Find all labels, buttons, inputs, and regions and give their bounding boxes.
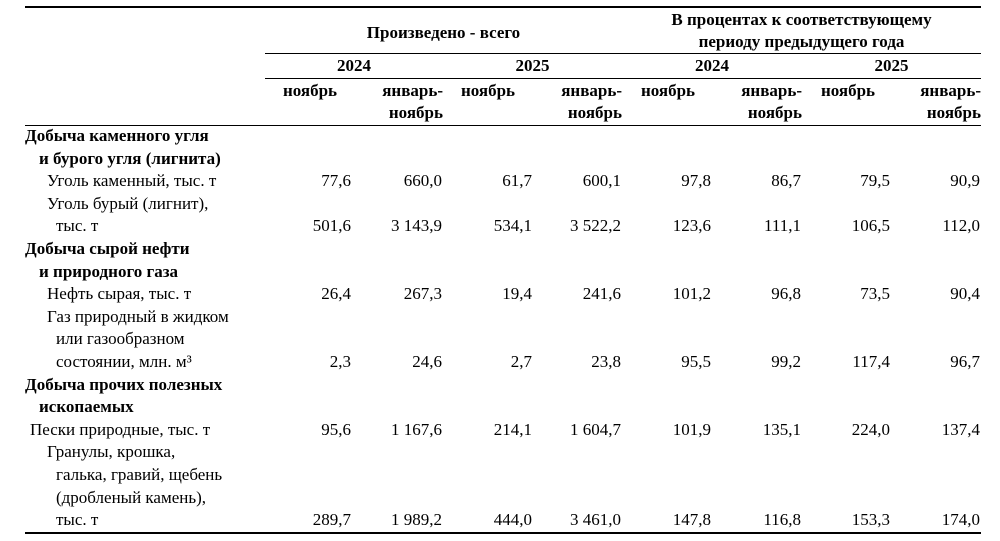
table-cell: 86,7	[771, 171, 801, 191]
table-cell: 214,1	[493, 419, 532, 439]
table-cell: 106,5	[851, 216, 890, 236]
table-cell: 90,4	[950, 284, 980, 304]
table-cell: 73,5	[860, 284, 890, 304]
col-label-8: январь- ноябрь	[920, 81, 981, 122]
table-cell: 101,2	[672, 284, 711, 304]
row-label: Нефть сырая, тыс. т	[47, 284, 192, 304]
col-label-3: ноябрь	[460, 81, 516, 100]
row-label: тыс. т	[56, 216, 99, 236]
year-header-percent-2025: 2025	[874, 56, 909, 75]
col-label-5: ноябрь	[640, 81, 696, 100]
table-cell: 117,4	[852, 352, 890, 371]
table-cell: 224,0	[851, 419, 890, 439]
section-heading: и бурого угля (лигнита)	[39, 148, 221, 168]
year-header-rule	[265, 78, 981, 79]
table-cell: 267,3	[403, 284, 442, 304]
table-cell: 147,8	[672, 510, 711, 530]
table-cell: 3 522,2	[570, 216, 621, 236]
table-cell: 241,6	[582, 284, 621, 304]
section-heading: Добыча сырой нефти	[25, 239, 190, 258]
table-cell: 77,6	[321, 171, 351, 191]
table-cell: 3 461,0	[570, 510, 621, 530]
year-header-produced-2024: 2024	[337, 56, 371, 75]
group-header-percent-line2: периоду предыдущего года	[698, 32, 905, 51]
table-cell: 289,7	[312, 510, 351, 530]
table-cell: 2,7	[510, 352, 532, 371]
row-label: тыс. т	[56, 510, 99, 530]
table-cell: 135,1	[762, 419, 801, 439]
table-cell: 660,0	[403, 171, 442, 191]
table-cell: 97,8	[681, 171, 711, 191]
row-label: или газообразном	[56, 329, 185, 349]
row-label: Гранулы, крошка,	[47, 442, 176, 462]
table-cell: 153,3	[851, 510, 890, 530]
table-cell: 99,2	[771, 352, 801, 371]
table-cell: 24,6	[412, 352, 442, 371]
table-cell: 26,4	[321, 284, 351, 304]
table-cell: 96,8	[771, 284, 801, 304]
top-border	[25, 6, 981, 8]
table-cell: 95,6	[321, 419, 351, 439]
table-cell: 123,6	[672, 216, 711, 236]
table-cell: 90,9	[950, 171, 980, 191]
row-label: (дробленый камень),	[56, 487, 207, 507]
table-cell: 95,5	[681, 352, 711, 371]
table-cell: 137,4	[941, 419, 980, 439]
row-label: Уголь бурый (лигнит),	[47, 193, 209, 213]
col-label-4: январь- ноябрь	[561, 81, 622, 122]
table-cell: 174,0	[941, 510, 980, 530]
table-cell: 600,1	[582, 171, 621, 191]
section-heading: Добыча прочих полезных	[25, 374, 223, 394]
row-label: состоянии, млн. м³	[56, 352, 192, 371]
table-cell: 112,0	[942, 216, 980, 236]
section-heading: Добыча каменного угля	[25, 126, 209, 145]
table-cell: 444,0	[493, 510, 532, 530]
table-cell: 101,9	[672, 419, 711, 439]
table-cell: 501,6	[312, 216, 351, 236]
table-cell: 1 989,2	[391, 510, 442, 530]
group-header-produced: Произведено - всего	[366, 23, 521, 42]
section-heading: ископаемых	[39, 397, 134, 417]
table-cell: 111,1	[764, 216, 801, 236]
table-cell: 19,4	[502, 284, 532, 304]
table-cell: 2,3	[329, 352, 351, 371]
row-label: Газ природный в жидком	[47, 306, 229, 326]
table-cell: 1 167,6	[391, 419, 442, 439]
col-label-2: январь- ноябрь	[382, 81, 443, 122]
year-header-produced-2025: 2025	[515, 56, 550, 75]
table-cell: 3 143,9	[391, 216, 442, 236]
bottom-border	[25, 532, 981, 534]
row-label: Пески природные, тыс. т	[30, 419, 211, 439]
table-cell: 23,8	[591, 352, 621, 371]
table-cell: 79,5	[860, 171, 890, 191]
year-header-percent-2024: 2024	[695, 56, 729, 75]
section-heading: и природного газа	[39, 261, 179, 281]
group-header-rule	[265, 53, 981, 54]
table-cell: 61,7	[502, 171, 532, 191]
table-cell: 534,1	[493, 216, 532, 236]
col-label-7: ноябрь	[820, 81, 876, 100]
table-cell: 1 604,7	[570, 419, 621, 439]
row-label: Уголь каменный, тыс. т	[47, 171, 217, 191]
table-cell: 96,7	[950, 352, 980, 371]
col-label-6: январь- ноябрь	[741, 81, 802, 122]
col-label-1: ноябрь	[282, 81, 338, 100]
row-label: галька, гравий, щебень	[56, 465, 223, 484]
group-header-percent-line1: В процентах к соответствующему	[671, 10, 932, 29]
table-cell: 116,8	[763, 510, 801, 530]
